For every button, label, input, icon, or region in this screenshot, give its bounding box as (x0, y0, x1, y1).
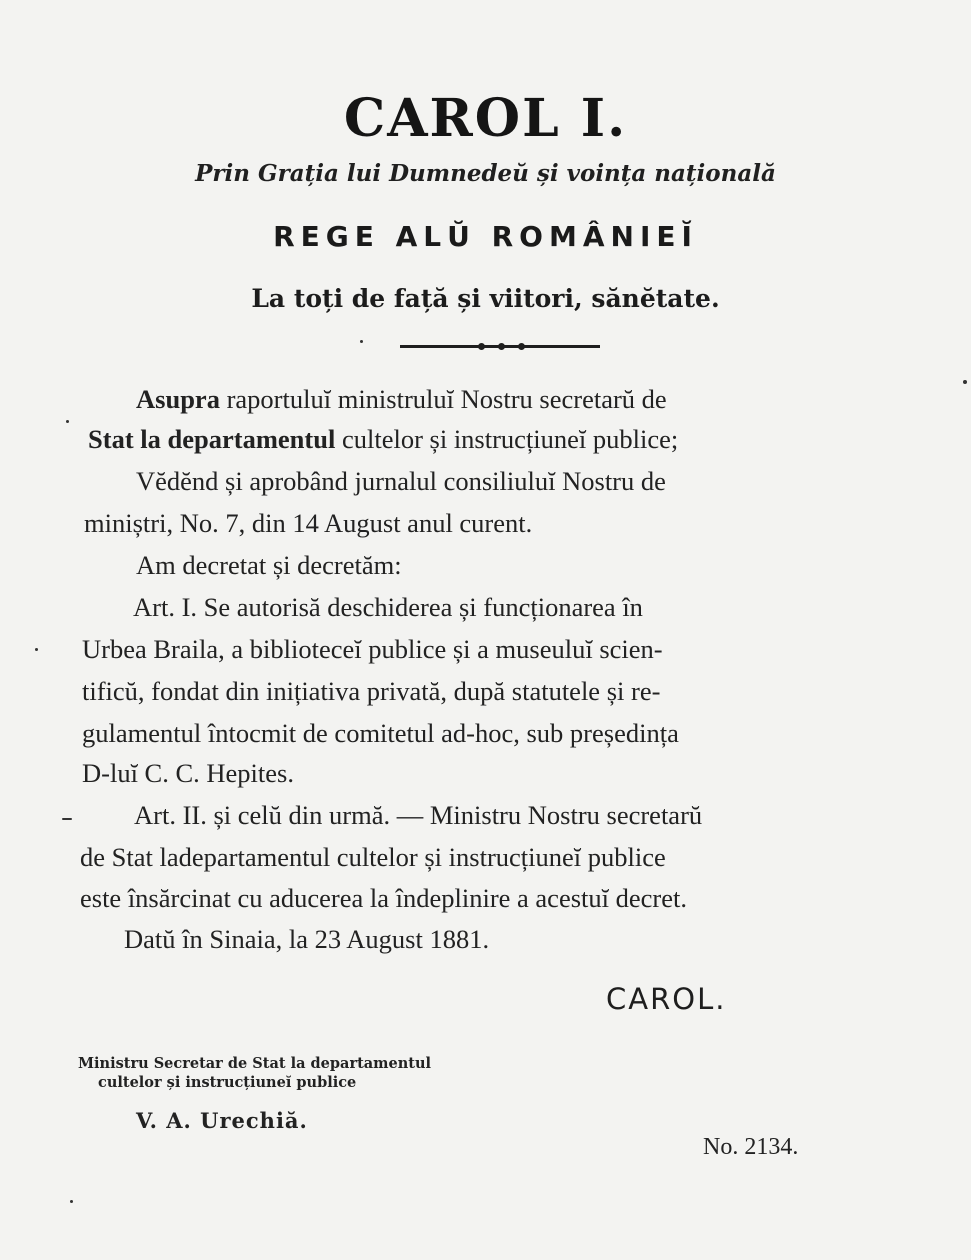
rule-dot (478, 343, 485, 350)
body-line-13-text: este însărcinat cu aducerea la îndeplinire a acestuĭ decret. (80, 883, 687, 913)
body-line-1-lead: Asupra (136, 384, 220, 414)
body-line-8 (82, 676, 660, 707)
body-line-7 (82, 634, 663, 665)
body-line-14 (124, 924, 489, 955)
rule-dot (518, 343, 525, 350)
scan-speck (66, 420, 69, 423)
body-line-13 (80, 883, 687, 914)
body-line-3 (136, 466, 666, 497)
grace-formula: Prin Grația lui Dumnedeŭ și voința națională (195, 160, 776, 187)
salutation: La toți de față și viitori, sănĕtate. (251, 284, 720, 313)
rule-dot (498, 343, 505, 350)
minister-title-line-2: cultelor și instrucțiuneĭ publice (98, 1074, 357, 1091)
scan-speck (360, 340, 363, 343)
body-line-5-text: Am decretat și decretăm: (136, 550, 402, 580)
body-line-10-text: D-luĭ C. C. Hepites. (82, 758, 294, 788)
document-number: No. 2134. (703, 1134, 799, 1160)
body-line-11-text: Art. II. și celŭ din urmă. — Ministru Nostru secretarŭ (134, 800, 703, 830)
decree-title: CAROL I. (343, 88, 628, 149)
body-line-6-text: Art. I. Se autorisă deschiderea și funcționarea în (133, 592, 643, 622)
minister-name: V. A. Urechiă. (136, 1108, 308, 1133)
body-line-2 (88, 424, 678, 455)
body-line-14-text: Datŭ în Sinaia, la 23 August 1881. (124, 924, 490, 954)
body-line-3-text: Vĕdĕnd și aprobând jurnalul consiliuluĭ Nostru de (136, 466, 666, 496)
scan-speck (35, 648, 38, 651)
body-line-12 (80, 842, 666, 873)
scan-speck (70, 1200, 73, 1203)
body-line-9-text: gulamentul întocmit de comitetul ad-hoc, sub președința (82, 718, 679, 748)
minister-title-line-1: Ministru Secretar de Stat la departamentul (78, 1055, 432, 1072)
body-line-6 (133, 592, 643, 623)
body-line-10 (82, 758, 294, 789)
body-line-4 (84, 508, 532, 539)
body-line-1 (136, 384, 667, 415)
body-line-5 (136, 550, 402, 581)
ornamental-rule (400, 345, 600, 348)
body-line-12-text: de Stat ladepartamentul cultelor și instrucțiuneĭ publice (80, 842, 666, 872)
king-of-romania: REGE ALŬ ROMÂNIEĬ (273, 220, 698, 253)
scan-speck (62, 818, 72, 820)
body-line-7-text: Urbea Braila, a biblioteceĭ publice și a museuluĭ scien- (82, 634, 663, 664)
body-line-2-text: cultelor și instrucțiuneĭ publice; (335, 424, 679, 454)
body-line-9 (82, 718, 679, 749)
body-line-4-text: miniștri, No. 7, din 14 August anul curent. (84, 508, 533, 538)
body-line-2-lead: Stat la departamentul (88, 424, 336, 454)
scan-speck (963, 380, 967, 384)
body-line-11 (134, 800, 702, 831)
king-signature: CAROL. (606, 982, 727, 1016)
body-line-8-text: tificŭ, fondat din inițiativa privată, după statutele și re- (82, 676, 661, 706)
body-line-1-text: raportuluĭ ministruluĭ Nostru secretarŭ de (219, 384, 667, 414)
